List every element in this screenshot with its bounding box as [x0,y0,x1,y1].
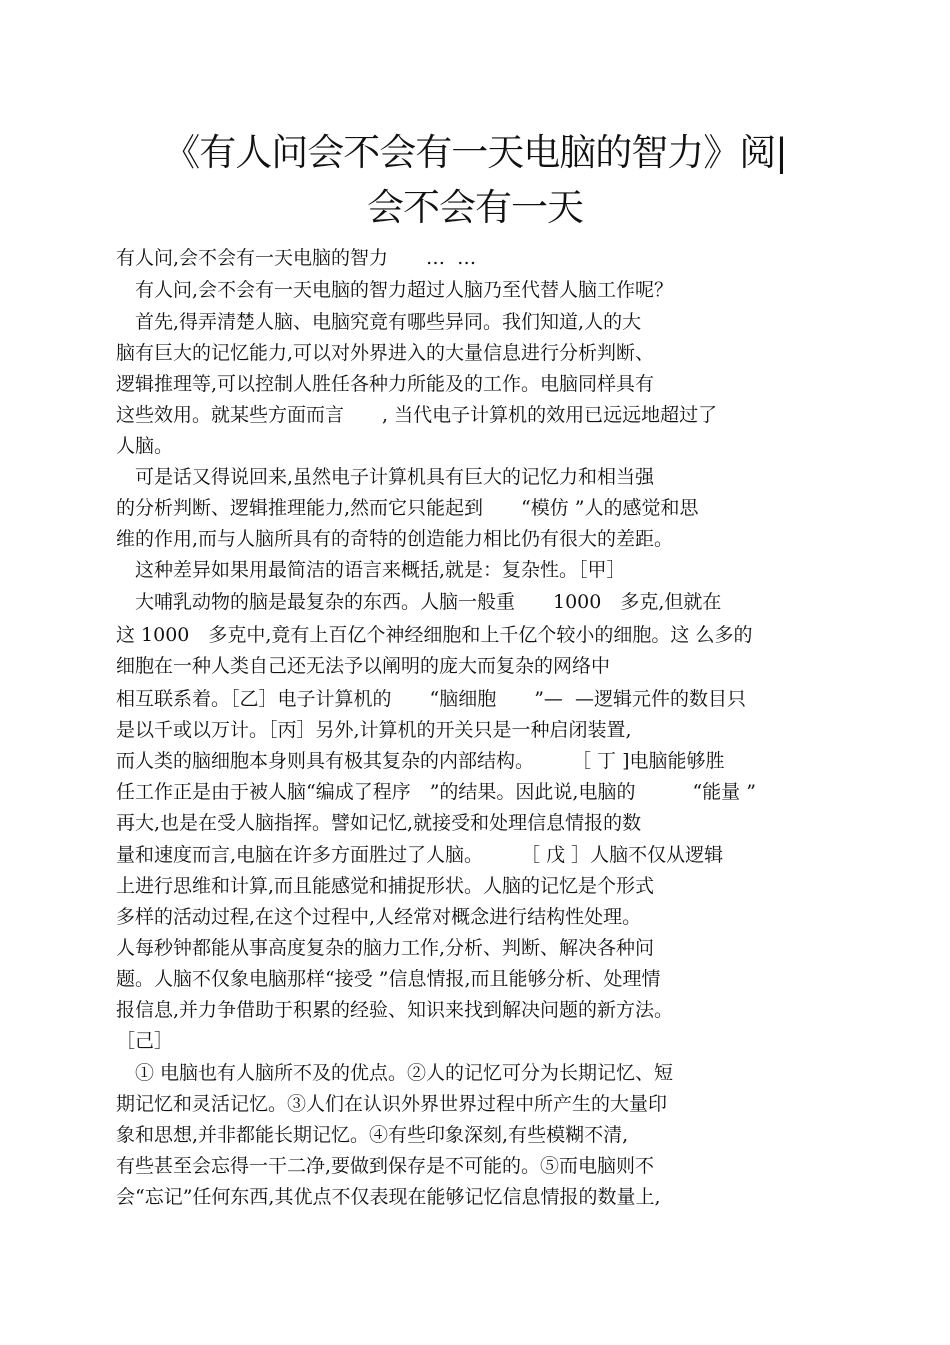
text-line: 象和思想,并非都能长期记忆。④有些印象深刻,有些模糊不清, [116,1124,629,1146]
text-line: 再大,也是在受人脑指挥。譬如记忆,就接受和处理信息情报的数 [116,812,642,834]
text-line: 的分析判断、逻辑推理能力,然而它只能起到 “模仿 ”人的感觉和思 [116,497,699,519]
text-line: 相互联系着。［乙］电子计算机的 “脑细胞 ”— —逻辑元件的数目只 [116,688,747,710]
text-line: 任工作正是由于被人脑“编成了程序 ”的结果。因此说,电脑的 “能量 ” [116,781,756,803]
text-line: 而人类的脑细胞本身则具有极其复杂的内部结构。 ［ 丁 ]电脑能够胜 [116,750,725,772]
text-line: 报信息,并力争借助于积累的经验、知识来找到解决问题的新方法。 [116,999,674,1021]
text-line: 细胞在一种人类自己还无法予以阐明的庞大而复杂的网络中 [116,655,611,677]
text-line: 这 1000 多克中,竟有上百亿个神经细胞和上千亿个较小的细胞。这 么多的 [116,624,753,646]
text-line: 首先,得弄清楚人脑、电脑究竟有哪些异同。我们知道,人的大 [116,311,642,333]
text-line: 大哺乳动物的脑是最复杂的东西。人脑一般重 1000 多克,但就在 [116,591,722,613]
text-line: 有些甚至会忘得一干二净,要做到保存是不可能的。⑤而电脑则不 [116,1155,655,1177]
text-line: 这些效用。就某些方面而言 , 当代电子计算机的效用已远远地超过了 [116,404,718,426]
text-line: 期记忆和灵活记忆。③人们在认识外界世界过程中所产生的大量印 [116,1093,668,1115]
text-line: 逻辑推理等,可以控制人胜任各种力所能及的工作。电脑同样具有 [116,373,655,395]
text-line: 脑有巨大的记忆能力,可以对外界进入的大量信息进行分析判断、 [116,342,655,364]
text-line: 这种差异如果用最简洁的语言来概括,就是：复杂性。［甲］ [116,559,626,581]
text-line: 上进行思维和计算,而且能感觉和捕捉形状。人脑的记忆是个形式 [116,875,655,897]
text-line: 有人问,会不会有一天电脑的智力 … … [116,247,477,269]
title-line-1: 《有人问会不会有一天电脑的智力》阅| [163,131,787,174]
text-line: 有人问,会不会有一天电脑的智力超过人脑乃至代替人脑工作呢？ [116,279,674,301]
text-line: 维的作用,而与人脑所具有的奇特的创造能力相比仍有很大的差距。 [116,528,674,550]
text-line: 题。人脑不仅象电脑那样“接受 ”信息情报,而且能够分析、处理情 [116,968,661,990]
text-line: 多样的活动过程,在这个过程中,人经常对概念进行结构性处理。 [116,906,642,928]
text-line: 人脑。 [116,435,174,457]
title-line-2: 会不会有一天 [367,186,583,229]
text-line: 可是话又得说回来,虽然电子计算机具有巨大的记忆力和相当强 [116,466,655,488]
text-line: 量和速度而言,电脑在许多方面胜过了人脑。 ［ 戊 ］人脑不仅从逻辑 [116,844,724,866]
text-line: 会“忘记”任何东西,其优点不仅表现在能够记忆信息情报的数量上, [116,1186,661,1208]
text-line: 是以千或以万计。［丙］另外,计算机的开关只是一种启闭装置, [116,719,632,741]
text-line: ① 电脑也有人脑所不及的优点。②人的记忆可分为长期记忆、短 [116,1062,674,1084]
text-line: ［己］ [116,1030,174,1052]
text-line: 人每秒钟都能从事高度复杂的脑力工作,分析、判断、解决各种问 [116,937,655,959]
